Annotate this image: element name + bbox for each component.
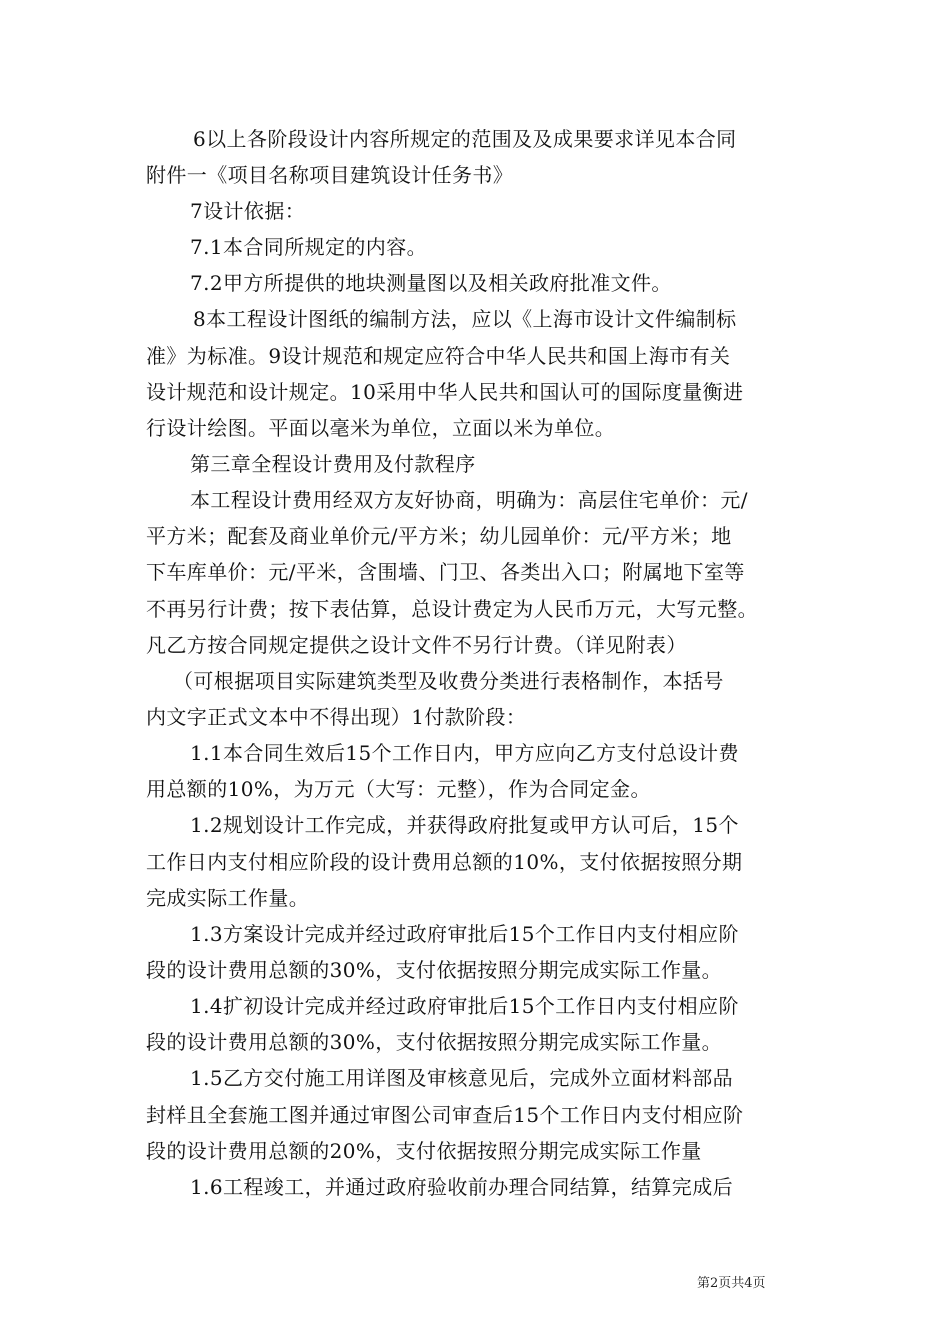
text-line: 1.4扩初设计完成并经过政府审批后15个工作日内支付相应阶 [190,994,739,1018]
text-line: 附件一《项目名称项目建筑设计任务书》 [146,163,514,187]
text-line: 段的设计费用总额的30%，支付依据按照分期完成实际工作量。 [146,958,723,982]
text-line: （可根据项目实际建筑类型及收费分类进行表格制作，本括号 [173,669,724,693]
page-number-footer: 第2页共4页 [697,1276,766,1291]
text-line: 8本工程设计图纸的编制方法，应以《上海市设计文件编制标 [193,307,737,331]
text-line: 内文字正式文本中不得出现）1付款阶段： [146,705,527,729]
text-line: 1.3方案设计完成并经过政府审批后15个工作日内支付相应阶 [190,922,739,946]
text-line: 段的设计费用总额的30%，支付依据按照分期完成实际工作量。 [146,1030,723,1054]
text-line: 1.6工程竣工，并通过政府验收前办理合同结算，结算完成后 [190,1175,734,1199]
chapter-heading: 第三章全程设计费用及付款程序 [190,452,476,476]
text-line: 1.1本合同生效后15个工作日内，甲方应向乙方支付总设计费 [190,741,739,765]
text-line: 1.2规划设计工作完成，并获得政府批复或甲方认可后，15个 [190,813,739,837]
text-line: 7设计依据： [190,199,306,223]
text-line: 不再另行计费；按下表估算，总设计费定为人民币万元，大写元整。 [146,597,758,621]
text-line: 下车库单价：元/平米，含围墙、门卫、各类出入口；附属地下室等 [146,560,745,584]
text-line: 1.5乙方交付施工用详图及审核意见后，完成外立面材料部品 [190,1066,734,1090]
text-line: 完成实际工作量。 [146,886,310,910]
text-line: 工作日内支付相应阶段的设计费用总额的10%，支付依据按照分期 [146,850,743,874]
text-line: 本工程设计费用经双方友好协商，明确为：高层住宅单价：元/ [190,488,748,512]
text-line: 封样且全套施工图并通过审图公司审查后15个工作日内支付相应阶 [146,1103,744,1127]
text-line: 设计规范和设计规定。10采用中华人民共和国认可的国际度量衡进 [146,380,744,404]
text-line: 7.2甲方所提供的地块测量图以及相关政府批准文件。 [190,271,672,295]
text-line: 凡乙方按合同规定提供之设计文件不另行计费。（详见附表） [146,633,687,657]
text-line: 7.1本合同所规定的内容。 [190,235,428,259]
text-line: 6以上各阶段设计内容所规定的范围及及成果要求详见本合同 [193,127,737,151]
text-line: 用总额的10%，为万元（大写：元整），作为合同定金。 [146,777,651,801]
text-line: 平方米；配套及商业单价元/平方米；幼儿园单价：元/平方米；地 [146,524,732,548]
text-line: 准》为标准。9设计规范和规定应符合中华人民共和国上海市有关 [146,344,731,368]
text-line: 段的设计费用总额的20%，支付依据按照分期完成实际工作量 [146,1139,702,1163]
text-line: 行设计绘图。平面以毫米为单位，立面以米为单位。 [146,416,616,440]
